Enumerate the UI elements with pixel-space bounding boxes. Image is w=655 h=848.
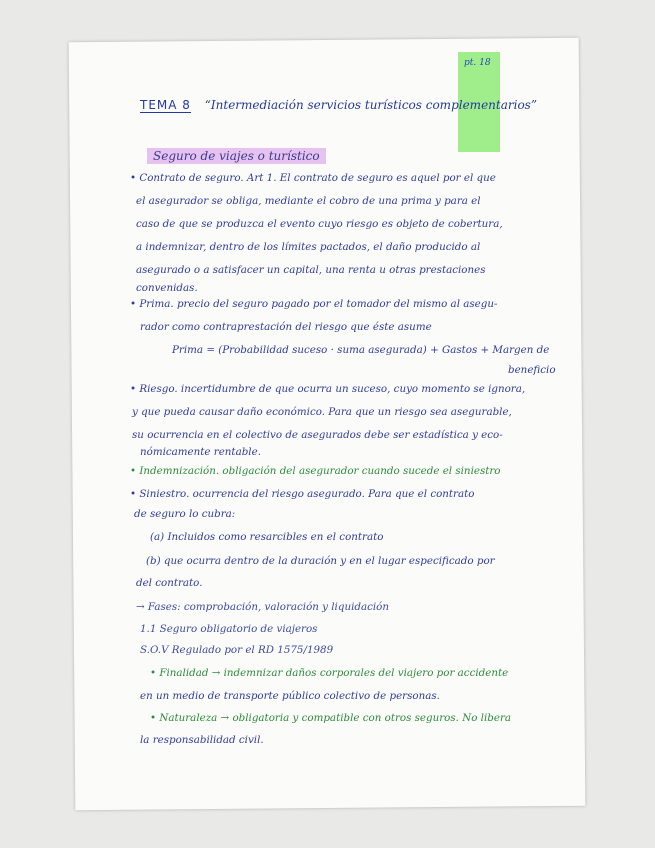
- text-line: → Fases: comprobación, valoración y liquidación: [136, 601, 389, 613]
- tema-label: TEMA 8: [140, 98, 191, 112]
- text-line: rador como contraprestación del riesgo que éste asume: [140, 321, 432, 333]
- text-line: • Contrato de seguro. Art 1. El contrato de seguro es aquel por el que: [130, 172, 496, 184]
- text-line: del contrato.: [136, 577, 203, 589]
- text-line: su ocurrencia en el colectivo de asegurados debe ser estadística y eco-: [132, 429, 503, 441]
- formula-line: Prima = (Probabilidad suceso · suma asegurada) + Gastos + Margen de: [172, 344, 550, 356]
- list-item: (a) Incluidos como resarcibles en el contrato: [150, 531, 384, 543]
- text-line: convenidas.: [136, 282, 198, 294]
- text-line: la responsabilidad civil.: [140, 734, 264, 746]
- text-line: • Riesgo. incertidumbre de que ocurra un suceso, cuyo momento se ignora,: [130, 383, 526, 395]
- text-line: el asegurador se obliga, mediante el cobro de una prima y para el: [136, 195, 481, 207]
- subsection-title: 1.1 Seguro obligatorio de viajeros: [140, 623, 318, 635]
- text-line: en un medio de transporte público colectivo de personas.: [140, 690, 440, 702]
- text-line: • Indemnización. obligación del asegurador cuando sucede el siniestro: [130, 465, 501, 477]
- text-line: • Naturaleza → obligatoria y compatible con otros seguros. No libera: [150, 712, 512, 724]
- text-line: a indemnizar, dentro de los límites pactados, el daño producido al: [136, 241, 481, 253]
- formula-line: beneficio: [508, 364, 556, 376]
- text-line: asegurado o a satisfacer un capital, una renta u otras prestaciones: [136, 264, 486, 276]
- text-line: de seguro lo cubra:: [134, 508, 236, 520]
- section-title: Seguro de viajes o turístico: [147, 148, 326, 164]
- text-line: • Finalidad → indemnizar daños corporales del viajero por accidente: [150, 667, 509, 679]
- list-item: (b) que ocurra dentro de la duración y en el lugar especificado por: [146, 555, 495, 567]
- text-line: • Siniestro. ocurrencia del riesgo asegurado. Para que el contrato: [130, 488, 475, 500]
- text-line: caso de que se produzca el evento cuyo riesgo es objeto de cobertura,: [136, 218, 503, 230]
- page-title: “Intermediación servicios turísticos complementarios”: [204, 98, 537, 112]
- text-line: S.O.V Regulado por el RD 1575/1989: [140, 644, 334, 656]
- text-line: • Prima. precio del seguro pagado por el tomador del mismo al asegu-: [130, 298, 498, 310]
- tab-label: pt. 18: [464, 58, 491, 68]
- text-line: nómicamente rentable.: [140, 446, 261, 458]
- text-line: y que pueda causar daño económico. Para que un riesgo sea asegurable,: [132, 406, 512, 418]
- page-header: [140, 98, 537, 112]
